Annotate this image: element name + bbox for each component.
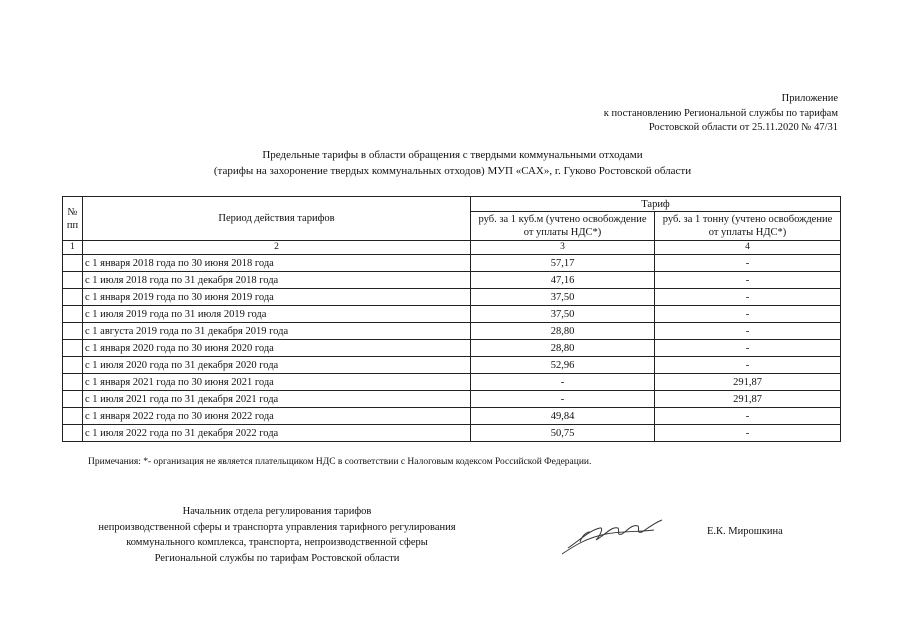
table-row bbox=[63, 391, 841, 408]
row-number-cell bbox=[63, 425, 83, 442]
period-cell: с 1 июля 2018 года по 31 декабря 2018 года bbox=[83, 272, 471, 289]
table-row bbox=[63, 357, 841, 374]
column-index: 2 bbox=[83, 241, 471, 255]
row-number-cell bbox=[63, 272, 83, 289]
period-cell: с 1 января 2019 года по 30 июня 2019 года bbox=[83, 289, 471, 306]
row-number-cell bbox=[63, 357, 83, 374]
title-line-2: (тарифы на захоронение твердых коммунальных отходов) МУП «САХ», г. Гуково Ростовской области bbox=[213, 164, 692, 177]
header-period: Период действия тарифов bbox=[83, 197, 471, 241]
table-row bbox=[63, 323, 841, 340]
tariff-per-ton-cell: - bbox=[655, 425, 841, 442]
tariff-per-ton-cell: 291,87 bbox=[655, 391, 841, 408]
annex-block bbox=[604, 92, 838, 136]
row-number-cell bbox=[63, 391, 83, 408]
table-row bbox=[63, 255, 841, 272]
period-cell: с 1 января 2020 года по 30 июня 2020 года bbox=[83, 340, 471, 357]
tariff-per-m3-cell: 37,50 bbox=[471, 306, 655, 323]
period-cell: с 1 января 2018 года по 30 июня 2018 года bbox=[83, 255, 471, 272]
column-index: 3 bbox=[471, 241, 655, 255]
header-tariff: Тариф bbox=[471, 197, 841, 212]
signer-line-3: коммунального комплекса, транспорта, непроизводственной сферы bbox=[126, 537, 428, 548]
tariff-per-ton-cell: - bbox=[655, 323, 841, 340]
tariff-per-ton-cell: 291,87 bbox=[655, 374, 841, 391]
table-row bbox=[63, 374, 841, 391]
row-number-cell bbox=[63, 374, 83, 391]
tariff-per-m3-cell: 52,96 bbox=[471, 357, 655, 374]
column-index: 1 bbox=[63, 241, 83, 255]
signer-name: Е.К. Мирошкина bbox=[707, 526, 783, 537]
signer-line-2: непроизводственной сферы и транспорта управления тарифного регулирования bbox=[98, 521, 456, 533]
column-index: 4 bbox=[655, 241, 841, 255]
table-row bbox=[63, 408, 841, 425]
header-per-ton: руб. за 1 тонну (учтено освобождение от уплаты НДС*) bbox=[655, 212, 841, 241]
tariff-per-ton-cell: - bbox=[655, 255, 841, 272]
row-number-cell bbox=[63, 340, 83, 357]
row-number-cell bbox=[63, 408, 83, 425]
table-row bbox=[63, 289, 841, 306]
signer-line-4: Региональной службы по тарифам Ростовской области bbox=[154, 552, 400, 564]
header-per-cubic-meter: руб. за 1 куб.м (учтено освобождение от уплаты НДС*) bbox=[471, 212, 655, 241]
period-cell: с 1 августа 2019 года по 31 декабря 2019 года bbox=[83, 323, 471, 340]
tariff-per-ton-cell: - bbox=[655, 340, 841, 357]
table-row bbox=[63, 425, 841, 442]
tariff-per-ton-cell: - bbox=[655, 289, 841, 306]
row-number-cell bbox=[63, 323, 83, 340]
annex-line-2: к постановлению Региональной службы по тарифам bbox=[603, 107, 838, 119]
tariff-per-m3-cell: 57,17 bbox=[471, 255, 655, 272]
table-row bbox=[63, 272, 841, 289]
tariff-per-m3-cell: 28,80 bbox=[471, 340, 655, 357]
document-title bbox=[0, 148, 905, 179]
footnote: Примечания: *- организация не является плательщиком НДС в соответствии с Налоговым кодексом Российской Федерации. bbox=[88, 457, 592, 467]
tariff-per-ton-cell: - bbox=[655, 306, 841, 323]
tariff-per-ton-cell: - bbox=[655, 408, 841, 425]
signer-line-1: Начальник отдела регулирования тарифов bbox=[182, 506, 372, 517]
period-cell: с 1 июля 2021 года по 31 декабря 2021 года bbox=[83, 391, 471, 408]
period-cell: с 1 июля 2019 года по 31 июля 2019 года bbox=[83, 306, 471, 323]
annex-line-1: Приложение bbox=[781, 93, 838, 104]
tariff-per-m3-cell: 28,80 bbox=[471, 323, 655, 340]
annex-line-3: Ростовской области от 25.11.2020 № 47/31 bbox=[648, 122, 838, 133]
row-number-cell bbox=[63, 306, 83, 323]
row-number-cell bbox=[63, 255, 83, 272]
tariff-per-ton-cell: - bbox=[655, 357, 841, 374]
period-cell: с 1 января 2022 года по 30 июня 2022 года bbox=[83, 408, 471, 425]
period-cell: с 1 января 2021 года по 30 июня 2021 года bbox=[83, 374, 471, 391]
tariff-per-m3-cell: 47,16 bbox=[471, 272, 655, 289]
period-cell: с 1 июля 2020 года по 31 декабря 2020 года bbox=[83, 357, 471, 374]
tariff-per-ton-cell: - bbox=[655, 272, 841, 289]
title-line-1: Предельные тарифы в области обращения с твердыми коммунальными отходами bbox=[262, 149, 643, 161]
tariffs-table-body bbox=[63, 255, 841, 442]
table-row bbox=[63, 340, 841, 357]
signer-position bbox=[62, 504, 492, 566]
table-row bbox=[63, 306, 841, 323]
header-number: № пп bbox=[63, 197, 83, 241]
tariff-per-m3-cell: - bbox=[471, 391, 655, 408]
tariffs-table bbox=[62, 196, 841, 442]
row-number-cell bbox=[63, 289, 83, 306]
tariff-per-m3-cell: 50,75 bbox=[471, 425, 655, 442]
period-cell: с 1 июля 2022 года по 31 декабря 2022 года bbox=[83, 425, 471, 442]
tariff-per-m3-cell: 37,50 bbox=[471, 289, 655, 306]
tariff-per-m3-cell: 49,84 bbox=[471, 408, 655, 425]
handwritten-signature bbox=[560, 510, 670, 558]
tariff-per-m3-cell: - bbox=[471, 374, 655, 391]
